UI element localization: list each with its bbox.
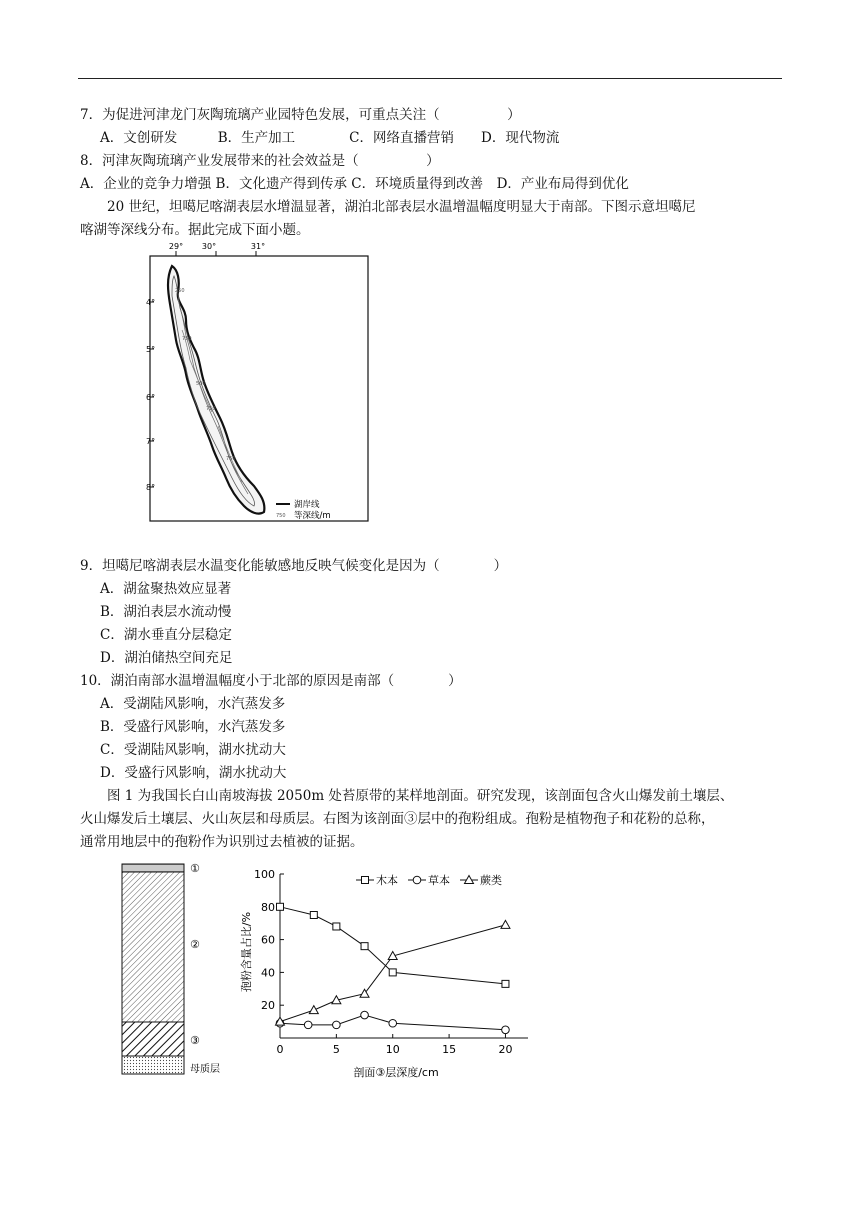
passage-tanganyika-line2: 喀湖等深线分布。据此完成下面小题。: [80, 222, 310, 238]
legend-label: 蕨类: [480, 874, 502, 887]
y-tick-label: 60: [261, 933, 275, 947]
lon-label-30: 30°: [201, 242, 217, 251]
legend-isobath-swatch: 750: [276, 513, 286, 519]
question-9-option-b: B．湖泊表层水流动慢: [100, 604, 232, 620]
contour-label: 250: [175, 288, 185, 294]
lon-label-31: 31°: [250, 242, 266, 251]
y-tick-label: 20: [261, 999, 275, 1013]
x-tick-label: 20: [498, 1043, 513, 1056]
legend-isobath-label: 等深线/m: [294, 511, 331, 521]
legend-marker-square: [362, 877, 369, 884]
legend-marker-circle: [413, 876, 421, 884]
question-8-stem: 8．河津灰陶琉璃产业发展带来的社会效益是（ ）: [80, 153, 440, 169]
legend-shoreline-label: 湖岸线: [294, 500, 320, 510]
parent-material-layer: [122, 1056, 184, 1074]
lake-tanganyika-map: [142, 240, 378, 524]
data-point-triangle: [501, 920, 510, 928]
lon-label-29: 29°: [168, 242, 184, 251]
data-point-circle: [333, 1021, 341, 1029]
layer-3: [122, 1022, 184, 1056]
x-tick-label: 15: [442, 1043, 457, 1056]
data-point-square: [277, 903, 284, 910]
pollen-composition-chart: [236, 862, 536, 1082]
layer-2-label: ②: [190, 938, 200, 951]
data-point-circle: [389, 1019, 397, 1027]
y-tick-label: 100: [254, 868, 275, 881]
question-10-option-d: D．受盛行风影响，湖水扰动大: [100, 765, 287, 781]
lat-label-4: 4°: [146, 298, 156, 307]
x-tick-label: 10: [385, 1043, 400, 1056]
question-10-option-b: B．受盛行风影响，水汽蒸发多: [100, 719, 286, 735]
question-7-stem: 7．为促进河津龙门灰陶琉璃产业园特色发展，可重点关注（ ）: [80, 107, 521, 123]
question-10-stem: 10．湖泊南部水温增温幅度小于北部的原因是南部（ ）: [80, 673, 462, 689]
contour-label: 750: [182, 336, 192, 342]
passage-tanganyika-line1: 20 世纪，坦噶尼喀湖表层水增温显著，湖泊北部表层水温增温幅度明显大于南部。下图示意坦噶尼: [80, 199, 696, 215]
chart-legend: [356, 873, 502, 887]
question-9-stem: 9．坦噶尼喀湖表层水温变化能敏感地反映气候变化是因为（ ）: [80, 558, 508, 574]
layer-1-label: ①: [190, 862, 200, 875]
layer-3-label: ③: [190, 1034, 200, 1047]
contour-label: 500: [196, 381, 206, 387]
question-7-options: A．文创研发 B．生产加工 C．网络直播营销 D．现代物流: [100, 130, 560, 146]
x-tick-label: 0: [276, 1043, 284, 1056]
lat-label-6: 6°: [146, 393, 156, 402]
data-point-square: [333, 923, 340, 930]
data-point-square: [389, 969, 396, 976]
data-point-triangle: [360, 989, 369, 997]
data-point-circle: [361, 1011, 369, 1019]
y-tick-label: 40: [261, 966, 275, 980]
passage-changbai-line3: 通常用地层中的孢粉作为识别过去植被的证据。: [80, 834, 364, 850]
passage-changbai-line1: 图 1 为我国长白山南坡海拔 2050m 处苔原带的某样地剖面。研究发现，该剖面包含火山爆发前土壤层、: [80, 788, 734, 804]
data-point-circle: [304, 1021, 312, 1029]
lat-label-7: 7°: [146, 437, 156, 446]
lat-label-5: 5°: [146, 345, 156, 354]
question-10-option-c: C．受湖陆风影响，湖水扰动大: [100, 742, 286, 758]
data-point-square: [310, 912, 317, 919]
header-rule: [78, 78, 782, 79]
contour-label: 750: [206, 406, 216, 412]
data-point-square: [502, 980, 509, 987]
lat-label-8: 8°: [146, 483, 156, 492]
legend-label: 木本: [376, 874, 398, 887]
contour-label: 750: [226, 456, 236, 462]
y-axis-label: 孢粉含量占比/%: [240, 911, 253, 993]
question-10-option-a: A．受湖陆风影响，水汽蒸发多: [100, 696, 286, 712]
soil-profile-figure: [120, 858, 240, 1078]
x-tick-label: 5: [332, 1043, 340, 1056]
y-tick-label: 80: [261, 900, 275, 914]
data-point-circle: [502, 1026, 510, 1034]
parent-material-label: 母质层: [190, 1064, 220, 1075]
legend-label: 草本: [428, 874, 450, 887]
data-point-square: [361, 943, 368, 950]
layer-1: [122, 864, 184, 872]
x-axis-label: 剖面③层深度/cm: [353, 1066, 439, 1079]
data-point-triangle: [309, 1006, 318, 1014]
question-9-option-a: A．湖盆聚热效应显著: [100, 581, 232, 597]
question-8-options: A．企业的竞争力增强 B．文化遗产得到传承 C．环境质量得到改善 D．产业布局得到优化: [80, 176, 629, 192]
layer-2: [122, 872, 184, 1022]
question-9-option-c: C．湖水垂直分层稳定: [100, 627, 232, 643]
question-9-option-d: D．湖泊储热空间充足: [100, 650, 233, 666]
passage-changbai-line2: 火山爆发后土壤层、火山灰层和母质层。右图为该剖面③层中的孢粉组成。孢粉是植物孢子和花粉的总称，: [80, 811, 715, 827]
